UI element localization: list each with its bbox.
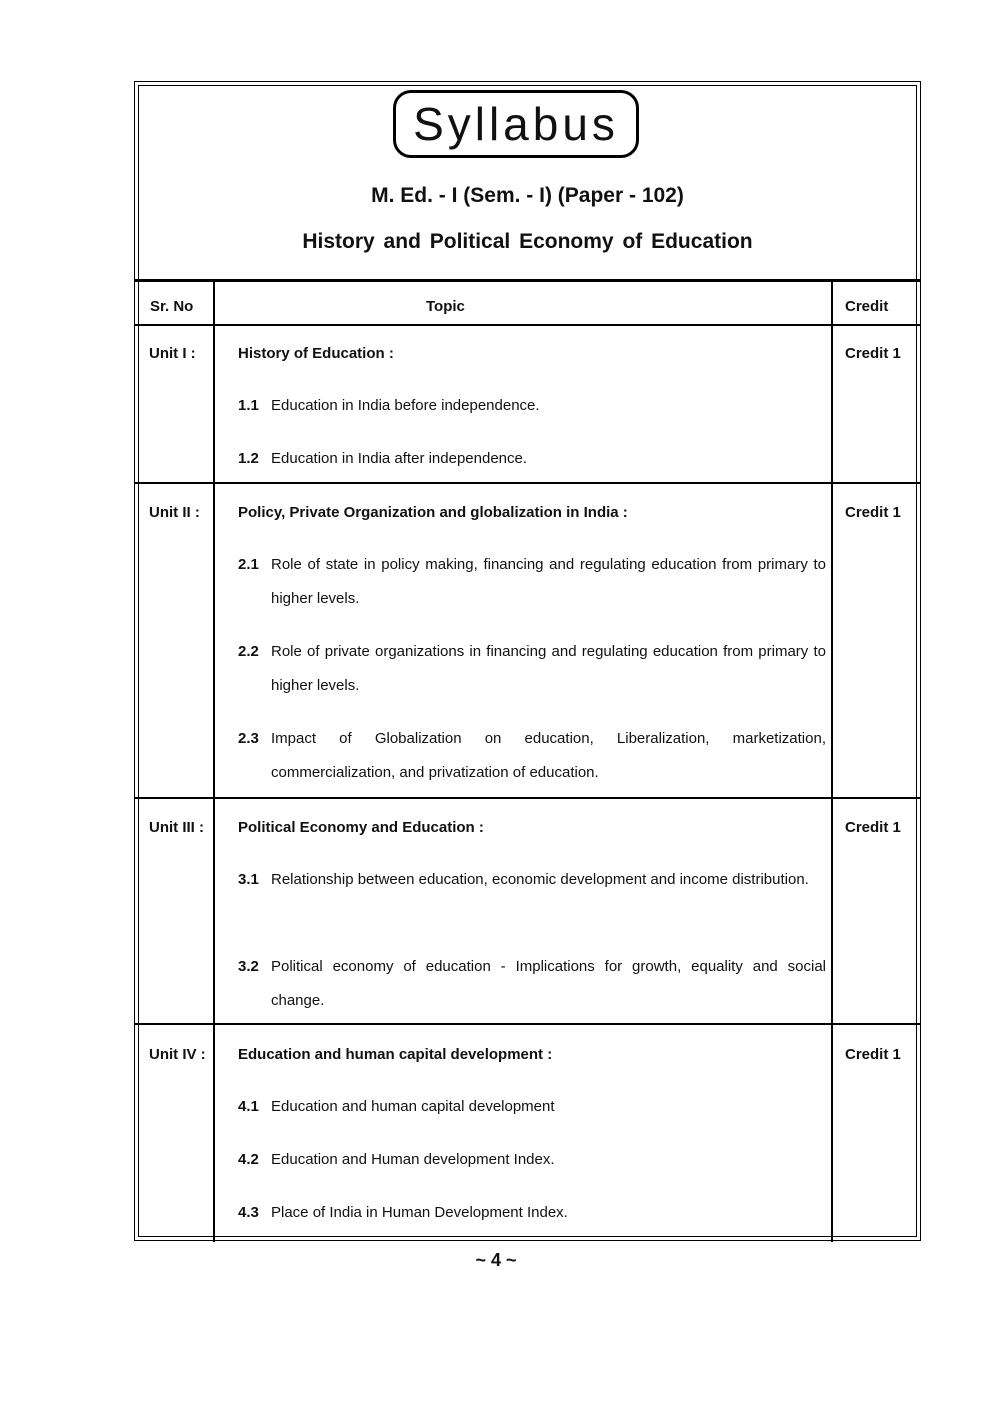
- unit-4-item-2: [238, 1143, 826, 1177]
- unit-2-item-2: [238, 635, 826, 703]
- unit-4-item-3: [238, 1196, 826, 1230]
- header: [139, 86, 916, 279]
- unit-3-item-2: [238, 950, 826, 1018]
- header-separator: [135, 279, 920, 282]
- course-title: History and Political Economy of Education: [302, 230, 753, 253]
- unit-3-sr: Unit III :: [149, 819, 204, 836]
- unit-4-credit: Credit 1: [845, 1046, 901, 1063]
- unit-3-item-1: [238, 863, 826, 897]
- item-number: 4.2: [238, 1151, 259, 1168]
- item-number: 3.2: [238, 958, 259, 975]
- unit-3-credit: Credit 1: [845, 819, 901, 836]
- item-text: Education in India before independence.: [271, 397, 540, 414]
- unit-1-sr: Unit I :: [149, 345, 196, 362]
- unit-1-heading: History of Education :: [238, 345, 394, 362]
- row-divider-unit-4: [135, 1023, 920, 1025]
- header-row-divider: [135, 324, 920, 326]
- unit-1-credit: Credit 1: [845, 345, 901, 362]
- unit-2-heading: Policy, Private Organization and globalization in India :: [238, 504, 628, 521]
- column-divider-credit: [831, 282, 833, 1242]
- page-frame-inner: [138, 85, 917, 1237]
- row-divider-unit-2: [135, 482, 920, 484]
- row-divider-unit-3: [135, 797, 920, 799]
- item-number: 1.1: [238, 397, 259, 414]
- item-number: 2.2: [238, 643, 259, 660]
- unit-2-sr: Unit II :: [149, 504, 200, 521]
- item-text: Place of India in Human Development Index.: [271, 1204, 568, 1221]
- unit-4-heading: Education and human capital development :: [238, 1046, 553, 1063]
- course-subtitle: M. Ed. - I (Sem. - I) (Paper - 102): [371, 184, 684, 207]
- item-text: Education and Human development Index.: [271, 1151, 555, 1168]
- page-frame: [134, 81, 921, 1241]
- column-header-topic: Topic: [426, 298, 465, 315]
- unit-2-item-1: [238, 548, 826, 616]
- unit-1-item-2: [238, 442, 826, 476]
- column-divider-sr: [213, 282, 215, 1242]
- item-text: Political economy of education - Implications for growth, equality and social change.: [271, 958, 826, 1009]
- item-number: 2.1: [238, 556, 259, 573]
- item-number: 4.1: [238, 1098, 259, 1115]
- item-number: 3.1: [238, 871, 259, 888]
- syllabus-badge: Syllabus: [393, 90, 639, 158]
- unit-2-credit: Credit 1: [845, 504, 901, 521]
- item-number: 2.3: [238, 730, 259, 747]
- unit-1-item-1: [238, 389, 826, 423]
- item-text: Education in India after independence.: [271, 450, 528, 467]
- column-header-sr-no: Sr. No: [150, 298, 194, 315]
- unit-4-item-1: [238, 1090, 826, 1124]
- unit-4-sr: Unit IV :: [149, 1046, 206, 1063]
- item-text: Role of private organizations in financing and regulating education from primary to higher levels.: [271, 643, 826, 694]
- item-text: Relationship between education, economic development and income distribution.: [271, 871, 809, 888]
- unit-3-heading: Political Economy and Education :: [238, 819, 484, 836]
- unit-2-item-3: [238, 722, 826, 790]
- item-text: Role of state in policy making, financing and regulating education from primary to higher levels.: [271, 556, 826, 607]
- item-text: Impact of Globalization on education, Liberalization, marketization, commercialization, and privatization of education.: [271, 730, 826, 781]
- column-header-credit: Credit: [845, 298, 889, 315]
- page-number: ~ 4 ~: [475, 1250, 517, 1270]
- item-number: 1.2: [238, 450, 259, 467]
- item-number: 4.3: [238, 1204, 259, 1221]
- item-text: Education and human capital development: [271, 1098, 555, 1115]
